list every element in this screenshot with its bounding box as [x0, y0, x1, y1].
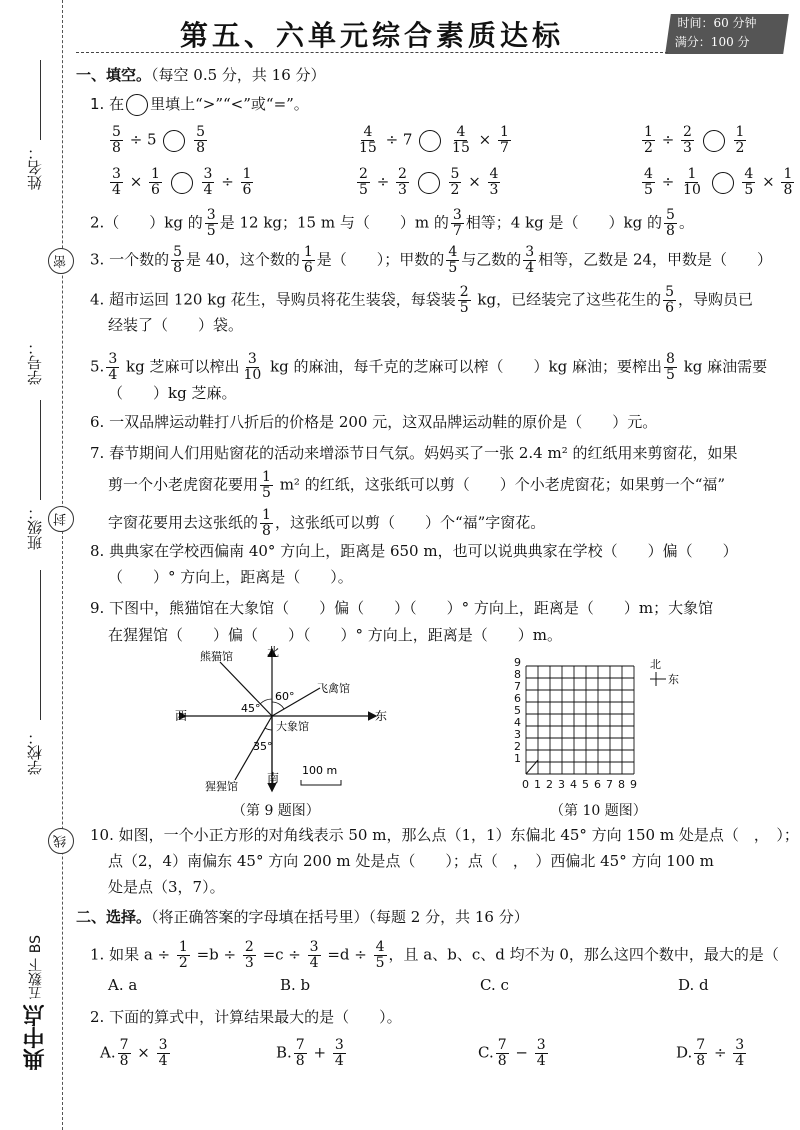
answer-circle-icon[interactable]	[703, 130, 725, 152]
q1-expr-1: $\frac{5}{8}$ ÷ 5 $\frac{5}{8}$	[112, 124, 206, 156]
q1-expr-2: $\frac{4}{15}$ ÷ 7 $\frac{4}{15}$ × $\frac{1}{7}$	[359, 124, 509, 156]
svg-text:8: 8	[514, 668, 521, 681]
fig9-compass-diagram	[175, 640, 390, 825]
brand-grade: 五数下	[28, 957, 44, 1000]
fig9-angle-35: 35°	[253, 740, 273, 753]
answer-circle-icon[interactable]	[163, 130, 185, 152]
fig9-south: 南	[267, 771, 280, 785]
q1-expr-3: $\frac{1}{2}$ ÷ $\frac{2}{3}$ $\frac{1}{2}$	[644, 124, 745, 156]
svg-text:2: 2	[546, 778, 553, 791]
fig10-north: 北	[650, 658, 661, 671]
q4-line-2: 经装了（ ）袋。	[108, 316, 244, 334]
fig9-scale-label: 100 m	[302, 764, 338, 777]
q1-expr-5: $\frac{2}{5}$ ÷ $\frac{2}{3}$ $\frac{5}{2}$ × $\frac{4}{3}$	[359, 166, 499, 198]
s2-q2-option-d[interactable]: D. $\frac{7}{8}$ ÷ $\frac{3}{4}$	[676, 1037, 745, 1069]
fig9-west: 西	[175, 709, 188, 723]
svg-text:8: 8	[618, 778, 625, 791]
q4-line-1: 4. 超市运回 120 kg 花生，导购员将花生装袋，每袋装 $\frac{2}{5}$ kg，已经装完了这些花生的 $\frac{5}{6}$ ，导购员已	[90, 284, 754, 316]
svg-text:5: 5	[582, 778, 589, 791]
fig10-grid-diagram	[510, 652, 695, 792]
fig9-angle-45: 45°	[241, 702, 261, 715]
time-limit: 时间：60 分钟	[677, 16, 757, 30]
svg-text:2: 2	[514, 740, 521, 753]
svg-text:3: 3	[558, 778, 565, 791]
svg-text:4: 4	[514, 716, 521, 729]
q2-line: 2.（ ）kg 的 $\frac{3}{5}$ 是 12 kg；15 m 与（ ）m 的 $\frac{3}{7}$ 相等；4 kg 是（ ）kg 的 $\frac{5}{8}$ 。	[90, 207, 694, 239]
answer-circle-icon[interactable]	[418, 172, 440, 194]
answer-circle-icon	[126, 94, 148, 116]
fig10-east: 东	[668, 673, 679, 686]
q5-line-2: （ ）kg 芝麻。	[108, 384, 237, 402]
q9-line-2: 在猩猩馆（ ）偏（ ）（ ）° 方向上，距离是（ ）m。	[108, 626, 562, 644]
q5-line-1: 5. $\frac{3}{4}$ kg 芝麻可以榨出 $\frac{3}{10}$ kg 的麻油，每千克的芝麻可以榨（ ）kg 麻油；要榨出 $\frac{8}{5}$ kg 麻油需要	[90, 351, 768, 383]
q3-line: 3. 一个数的 $\frac{5}{8}$ 是 40，这个数的 $\frac{1}{6}$ 是（ ）；甲数的 $\frac{4}{5}$ 与乙数的 $\frac{3}{4}$ 相等，乙数是 24，甲数是（ ）	[90, 244, 773, 276]
page-title: 第五、六单元综合素质达标	[180, 19, 565, 52]
svg-text:7: 7	[514, 680, 521, 693]
fig9-bird-label: 飞禽馆	[317, 682, 350, 695]
svg-text:6: 6	[594, 778, 601, 791]
q6-line: 6. 一双品牌运动鞋打八折后的价格是 200 元，这双品牌运动鞋的原价是（ ）元。	[90, 413, 658, 431]
fig9-panda-label: 熊猫馆	[200, 650, 233, 663]
fig9-orangutan-label: 猩猩馆	[205, 780, 238, 793]
fig9-elephant-label: 大象馆	[276, 720, 309, 733]
q7-line-2: 剪一个小老虎窗花要用 $\frac{1}{5}$ m² 的红纸，这张纸可以剪（ ）个小老虎窗花；如果剪一个“福”	[108, 469, 726, 501]
brand-strip	[20, 935, 52, 1070]
s2-q2-prompt: 2. 下面的算式中，计算结果最大的是（ ）。	[90, 1008, 402, 1026]
svg-text:0: 0	[522, 778, 529, 791]
seal-mark-1: 密	[48, 248, 74, 274]
section1-heading	[76, 64, 326, 86]
brand-edition: BS	[28, 935, 44, 954]
brand-logo: 典中点	[23, 1004, 48, 1071]
full-score: 满分：100 分	[674, 35, 750, 49]
svg-text:9: 9	[514, 656, 521, 669]
s2-q1-option-c[interactable]: C. c	[480, 976, 509, 994]
svg-text:1: 1	[534, 778, 541, 791]
svg-text:6: 6	[514, 692, 521, 705]
section2-note: （将正确答案的字母填在括号里）（每题 2 分，共 16 分）	[151, 908, 529, 926]
s2-q2-option-b[interactable]: B. $\frac{7}{8}$ + $\frac{3}{4}$	[276, 1037, 344, 1069]
answer-circle-icon[interactable]	[171, 172, 193, 194]
s2-q2-option-a[interactable]: A. $\frac{7}{8}$ × $\frac{3}{4}$	[100, 1037, 168, 1069]
svg-text:9: 9	[630, 778, 637, 791]
s2-q1-line: 1. 如果 a ÷ $\frac{1}{2}$ =b ÷ $\frac{2}{3}$ =c ÷ $\frac{3}{4}$ =d ÷ $\frac{4}{5}$ ，且 a、b、c、d 均不为 0，那么这四个数中，最大的是（	[90, 939, 779, 971]
q8-line-2: （ ）° 方向上，距离是（ ）。	[108, 568, 353, 586]
q1-expr-6: $\frac{4}{5}$ ÷ $\frac{1}{10}$ $\frac{4}{5}$ × $\frac{1}{8}$	[644, 166, 793, 198]
name-underline	[40, 60, 41, 140]
name-label: 姓名：	[26, 145, 44, 190]
section1-title: 一、填空。	[76, 66, 152, 84]
binding-dashed-line	[62, 0, 63, 1130]
student-id-underline	[40, 400, 41, 500]
svg-text:3: 3	[514, 728, 521, 741]
header-divider	[76, 52, 668, 53]
fig10-caption: （第 10 题图）	[550, 803, 647, 819]
section1-note: （每空 0.5 分，共 16 分）	[151, 66, 326, 84]
q10-line-1: 10. 如图，一个小正方形的对角线表示 50 m，那么点（1，1）东偏北 45° 方向 150 m 处是点（ ， ）；	[90, 826, 799, 844]
section2-heading	[76, 906, 529, 928]
s2-q1-option-b[interactable]: B. b	[280, 976, 311, 994]
fig9-angle-60: 60°	[275, 690, 295, 703]
svg-text:7: 7	[606, 778, 613, 791]
answer-circle-icon[interactable]	[419, 130, 441, 152]
q7-line-3: 字窗花要用去这张纸的 $\frac{1}{8}$ ，这张纸可以剪（ ）个“福”字窗花。	[108, 507, 546, 539]
q10-line-2: 点（2，4）南偏东 45° 方向 200 m 处是点（ ）；点（ ， ）西偏北 45° 方向 100 m	[108, 852, 714, 870]
s2-q1-option-a[interactable]: A. a	[108, 976, 138, 994]
q1-prompt: 1. 在 里填上“>”“<”或“=”。	[90, 93, 309, 116]
svg-text:5: 5	[514, 704, 521, 717]
svg-text:1: 1	[514, 752, 521, 765]
time-score-box	[665, 14, 789, 54]
fig9-east: 东	[375, 709, 388, 723]
section2-title: 二、选择。	[76, 908, 152, 926]
q9-line-1: 9. 下图中，熊猫馆在大象馆（ ）偏（ ）（ ）° 方向上，距离是（ ）m；大象馆	[90, 599, 714, 617]
q8-line-1: 8. 典典家在学校西偏南 40° 方向上，距离是 650 m，也可以说典典家在学校（ ）偏（ ）	[90, 542, 738, 560]
fig9-caption: （第 9 题图）	[232, 803, 320, 819]
svg-text:4: 4	[570, 778, 577, 791]
seal-mark-3: 线	[48, 828, 74, 854]
school-label: 学校：	[26, 730, 44, 775]
s2-q2-option-c[interactable]: C. $\frac{7}{8}$ − $\frac{3}{4}$	[478, 1037, 546, 1069]
q7-line-1: 7. 春节期间人们用贴窗花的活动来增添节日气氛。妈妈买了一张 2.4 m² 的红纸用来剪窗花，如果	[90, 444, 738, 462]
s2-q1-option-d[interactable]: D. d	[678, 976, 709, 994]
q10-line-3: 处是点（3，7）。	[108, 878, 225, 896]
class-label: 班级：	[26, 505, 44, 550]
q1-expr-4: $\frac{3}{4}$ × $\frac{1}{6}$ $\frac{3}{4}$ ÷ $\frac{1}{6}$	[112, 166, 252, 198]
seal-mark-2: 封	[48, 506, 74, 532]
answer-circle-icon[interactable]	[712, 172, 734, 194]
student-id-label: 学号：	[26, 340, 44, 385]
class-underline	[40, 570, 41, 720]
fig9-north: 北	[267, 645, 280, 659]
